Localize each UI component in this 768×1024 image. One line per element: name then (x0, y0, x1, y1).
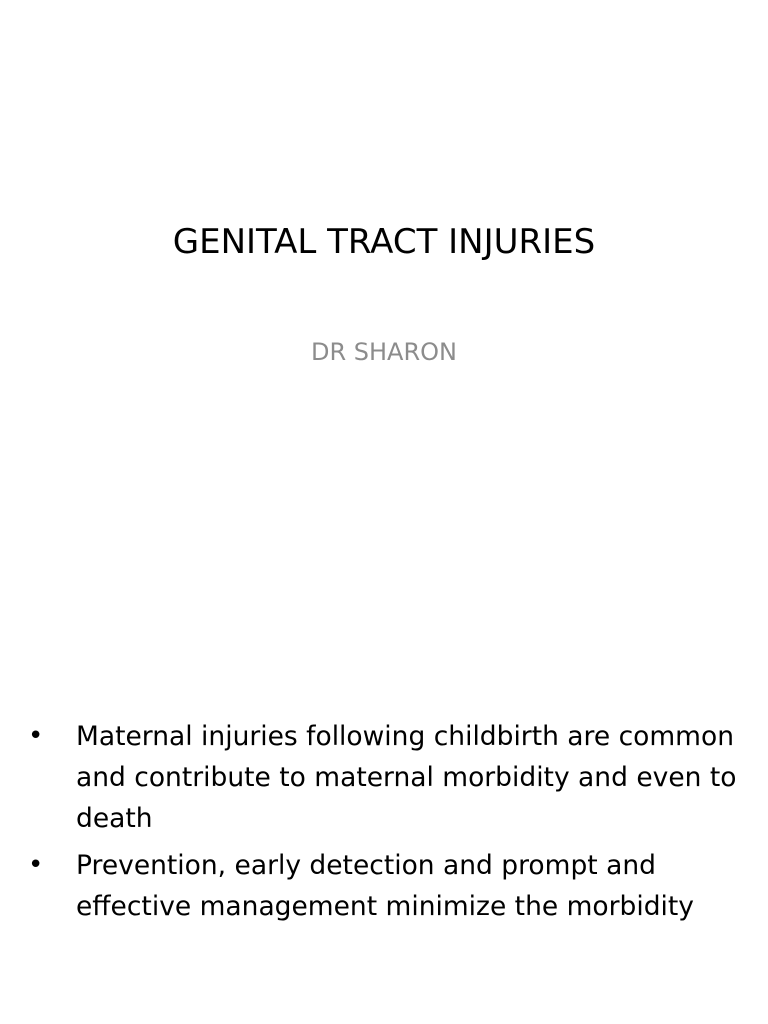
slide-subtitle: DR SHARON (310, 338, 457, 366)
bullet-text: Prevention, early detection and prompt and effective management minimize the morbidity (76, 850, 694, 922)
bullet-item (28, 845, 748, 927)
bullet-list (28, 716, 748, 933)
bullet-dot-icon: • (28, 850, 44, 880)
bullet-dot-icon: • (28, 721, 44, 751)
slide-title: GENITAL TRACT INJURIES (172, 222, 596, 262)
bullet-item (28, 716, 748, 839)
content-slide (0, 576, 768, 1024)
bullet-text: Maternal injuries following childbirth are common and contribute to maternal morbidity and even to death (76, 721, 737, 834)
